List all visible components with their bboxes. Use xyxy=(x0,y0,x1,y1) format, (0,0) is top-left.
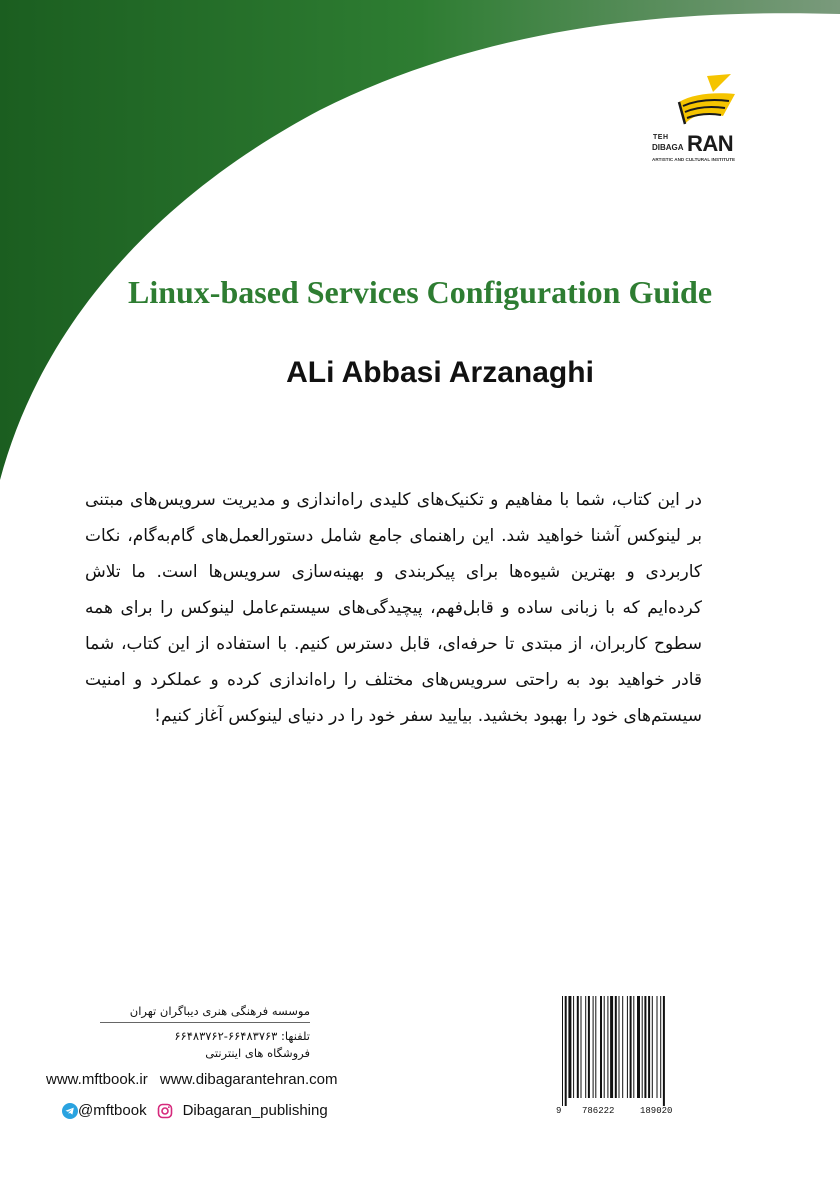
barcode-bar xyxy=(581,996,582,1098)
barcode-bar xyxy=(663,996,665,1106)
barcode-bar xyxy=(610,996,613,1098)
publisher-info xyxy=(100,1004,310,1060)
barcode-bar xyxy=(619,996,620,1098)
book-title: Linux-based Services Configuration Guide xyxy=(127,274,713,310)
website-link-mftbook[interactable]: www.mftbook.ir xyxy=(46,1071,148,1088)
barcode-bar xyxy=(573,996,574,1098)
barcode-bar xyxy=(577,996,579,1098)
barcode-bar xyxy=(604,996,605,1098)
barcode-bar xyxy=(660,996,661,1098)
barcode-digit-2: 786222 xyxy=(582,1106,615,1116)
website-link-dibagaran[interactable]: www.dibagarantehran.com xyxy=(159,1071,338,1088)
barcode-bar xyxy=(593,996,594,1098)
barcode-bar xyxy=(568,996,571,1098)
barcode-bar xyxy=(588,996,590,1098)
logo-prefix-top: TEH xyxy=(653,134,669,141)
barcode-bar xyxy=(652,996,653,1098)
book-description: در این کتاب، شما با مفاهیم و تکنیک‌های کلیدی راه‌اندازی و مدیریت سرویس‌های مبتنی بر لینوکس آشنا خواهید شد. این راهنمای جامع شامل دستورالعمل‌های گام‌به‌گام، نکات کاربردی و بهترین شیوه‌ها برای پیکربندی و بهینه‌سازی سرویس‌ها است. ما تلاش کرده‌ایم که با زبانی ساده و قابل‌فهم، پیچیدگی‌های سیستم‌عامل لینوکس را برای همه سطوح کاربران، از مبتدی تا حرفه‌ای، قابل دسترس کنیم. با استفاده از این کتاب، شما قادر خواهید بود به راحتی سرویس‌های مختلف را راه‌اندازی کرده و عملکرد و امنیت سیستم‌های خود را بهبود بخشید. بیایید سفر خود را در دنیای لینوکس آغاز کنیم! xyxy=(85,490,702,726)
logo-prefix-bottom: DIBAGA xyxy=(652,143,684,152)
online-shops-label: فروشگاه های اینترنتی xyxy=(205,1046,310,1060)
barcode-bar xyxy=(565,996,567,1106)
barcode-bar xyxy=(657,996,658,1098)
publisher-websites xyxy=(46,1071,337,1088)
barcode-bar xyxy=(622,996,623,1098)
logo-main-text: RAN xyxy=(687,131,734,156)
book-logo-icon xyxy=(673,72,753,134)
barcode-bar xyxy=(644,996,646,1098)
telegram-icon xyxy=(62,1103,78,1119)
barcode-digit-1: 9 xyxy=(556,1106,562,1116)
instagram-handle[interactable]: Dibagaran_publishing xyxy=(182,1102,328,1119)
publisher-name: موسسه فرهنگی هنری دیباگران تهران xyxy=(100,1004,310,1023)
publisher-logo xyxy=(645,72,765,172)
barcode-bar xyxy=(637,996,640,1098)
barcode-bar xyxy=(562,996,563,1106)
barcode-bar xyxy=(607,996,608,1098)
barcode-bar xyxy=(648,996,650,1098)
barcode-bar xyxy=(642,996,643,1098)
publisher-phone: تلفنها: ۶۶۴۸۳۷۶۳-۶۶۴۸۳۷۶۲ xyxy=(174,1029,310,1043)
barcode-bar xyxy=(595,996,596,1098)
barcode-bar xyxy=(585,996,586,1098)
telegram-handle[interactable]: @mftbook xyxy=(78,1102,147,1119)
instagram-icon xyxy=(157,1103,173,1119)
barcode-digit-3: 189020 xyxy=(640,1106,673,1116)
barcode-bar xyxy=(627,996,628,1098)
barcode-bar xyxy=(633,996,634,1098)
barcode-bars xyxy=(562,996,690,1106)
book-author: ALi Abbasi Arzanaghi xyxy=(286,356,594,389)
barcode-bar xyxy=(630,996,632,1098)
barcode-bar xyxy=(615,996,617,1098)
social-links xyxy=(62,1102,328,1119)
logo-tagline: ARTISTIC AND CULTURAL INSTITUTE xyxy=(652,157,736,162)
isbn-barcode xyxy=(556,996,696,1120)
barcode-bar xyxy=(600,996,602,1098)
